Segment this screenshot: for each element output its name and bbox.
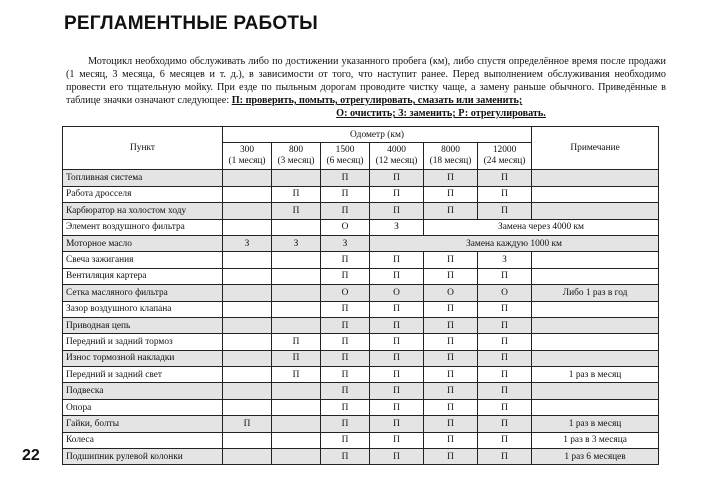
note-cell: [532, 268, 659, 284]
interval-cell: [272, 219, 321, 235]
interval-km: 12000: [492, 145, 517, 156]
interval-cell: П: [370, 367, 424, 383]
interval-cell: П: [321, 432, 370, 448]
interval-cell: [272, 383, 321, 399]
interval-cell: П: [424, 367, 478, 383]
interval-cell: П: [321, 334, 370, 350]
interval-cell: П: [424, 334, 478, 350]
interval-cell: З: [223, 235, 272, 251]
span-note-cell: Замена через 4000 км: [424, 219, 659, 235]
interval-period: (18 месяц): [429, 156, 472, 167]
interval-cell: [272, 399, 321, 415]
interval-cell: П: [370, 186, 424, 202]
interval-cell: [223, 317, 272, 333]
interval-cell: П: [478, 301, 532, 317]
item-name-cell: Подвеска: [63, 383, 223, 399]
interval-cell: П: [321, 367, 370, 383]
interval-cell: П: [272, 334, 321, 350]
interval-cell: [223, 367, 272, 383]
interval-cell: [223, 383, 272, 399]
interval-period: (12 месяц): [375, 156, 418, 167]
interval-cell: П: [424, 268, 478, 284]
note-cell: [532, 383, 659, 399]
interval-cell: [223, 449, 272, 465]
interval-period: (1 месяц): [228, 156, 266, 167]
interval-cell: [223, 334, 272, 350]
interval-cell: П: [424, 350, 478, 366]
item-name-cell: Передний и задний свет: [63, 367, 223, 383]
interval-cell: П: [272, 367, 321, 383]
table-row: [63, 449, 659, 465]
interval-header: [478, 143, 532, 170]
interval-cell: П: [478, 432, 532, 448]
item-name-cell: Подшипник рулевой колонки: [63, 449, 223, 465]
table-row: [63, 203, 659, 219]
item-name-cell: Свеча зажигания: [63, 252, 223, 268]
note-cell: [532, 252, 659, 268]
interval-cell: [272, 285, 321, 301]
interval-km: 300: [239, 145, 255, 156]
intro-paragraph: [66, 55, 666, 120]
interval-cell: [223, 285, 272, 301]
table-row: [63, 432, 659, 448]
note-cell: [532, 186, 659, 202]
interval-period: (24 месяц): [483, 156, 526, 167]
interval-cell: П: [424, 399, 478, 415]
interval-cell: [272, 170, 321, 186]
interval-cell: П: [272, 350, 321, 366]
interval-cell: П: [370, 334, 424, 350]
interval-cell: П: [321, 383, 370, 399]
interval-cell: П: [478, 383, 532, 399]
table-row: [63, 416, 659, 432]
interval-cell: П: [424, 383, 478, 399]
note-cell: 1 раз в месяц: [532, 367, 659, 383]
interval-cell: О: [321, 219, 370, 235]
note-cell: 1 раз в месяц: [532, 416, 659, 432]
maintenance-table: [62, 126, 659, 465]
interval-cell: П: [370, 268, 424, 284]
interval-cell: П: [478, 186, 532, 202]
item-name-cell: Износ тормозной накладки: [63, 350, 223, 366]
interval-km: 1500: [335, 145, 355, 156]
interval-cell: П: [478, 350, 532, 366]
interval-cell: П: [424, 317, 478, 333]
interval-cell: П: [321, 317, 370, 333]
interval-cell: [223, 399, 272, 415]
interval-cell: [223, 350, 272, 366]
interval-cell: О: [478, 285, 532, 301]
table-row: [63, 383, 659, 399]
note-cell: [532, 203, 659, 219]
item-name-cell: Топливная система: [63, 170, 223, 186]
interval-cell: [223, 301, 272, 317]
interval-cell: [223, 432, 272, 448]
interval-cell: [272, 432, 321, 448]
intro-text: Мотоцикл необходимо обслуживать либо по достижении указанного пробега (км), либо спустя определённое время после продажи (1 месяц, 3 месяца, 6 месяцев и т. д.), в зависимости от того, что наступит ранее. Перед выполнением обслуживания необходимо провести его тщательную мойку. При езде по пыльным дорогам проводите чистку чаще, а замену раньше обычного. Приведённые в таблице значки означают следующее:: [66, 56, 666, 106]
table-row: [63, 268, 659, 284]
interval-cell: [272, 252, 321, 268]
table-row: [63, 186, 659, 202]
interval-cell: П: [424, 252, 478, 268]
interval-period: (3 месяц): [277, 156, 315, 167]
interval-cell: [223, 170, 272, 186]
interval-cell: О: [321, 285, 370, 301]
item-name-cell: Зазор воздушного клапана: [63, 301, 223, 317]
interval-cell: [223, 268, 272, 284]
interval-cell: П: [370, 383, 424, 399]
interval-cell: П: [370, 252, 424, 268]
interval-cell: П: [370, 317, 424, 333]
item-name-cell: Работа дросселя: [63, 186, 223, 202]
item-name-cell: Карбюратор на холостом ходу: [63, 203, 223, 219]
item-name-cell: Сетка масляного фильтра: [63, 285, 223, 301]
interval-cell: З: [370, 219, 424, 235]
interval-cell: П: [478, 399, 532, 415]
interval-cell: П: [370, 449, 424, 465]
item-name-cell: Моторное масло: [63, 235, 223, 251]
interval-cell: П: [272, 186, 321, 202]
table-row: [63, 301, 659, 317]
interval-cell: П: [321, 416, 370, 432]
interval-cell: З: [272, 235, 321, 251]
item-column-header: Пункт: [63, 127, 223, 170]
interval-cell: П: [478, 170, 532, 186]
interval-cell: П: [478, 317, 532, 333]
item-name-cell: Опора: [63, 399, 223, 415]
interval-cell: О: [424, 285, 478, 301]
interval-cell: П: [370, 432, 424, 448]
interval-cell: П: [321, 170, 370, 186]
item-name-cell: Передний и задний тормоз: [63, 334, 223, 350]
interval-cell: [272, 416, 321, 432]
table-row: [63, 252, 659, 268]
interval-header: [370, 143, 424, 170]
table-row: [63, 219, 659, 235]
note-cell: [532, 399, 659, 415]
interval-cell: П: [478, 203, 532, 219]
item-name-cell: Колеса: [63, 432, 223, 448]
table-row: [63, 399, 659, 415]
interval-cell: П: [321, 350, 370, 366]
interval-header: [424, 143, 478, 170]
item-name-cell: Гайки, болты: [63, 416, 223, 432]
table-row: [63, 367, 659, 383]
interval-cell: П: [370, 301, 424, 317]
interval-header: [321, 143, 370, 170]
interval-header: [272, 143, 321, 170]
note-cell: [532, 317, 659, 333]
interval-cell: П: [478, 268, 532, 284]
interval-cell: П: [424, 416, 478, 432]
legend-line-2: О: очистить; З: заменить; Р: отрегулировать.: [336, 108, 546, 119]
interval-cell: П: [370, 170, 424, 186]
interval-cell: [272, 301, 321, 317]
page-number: 22: [22, 447, 40, 464]
interval-cell: З: [478, 252, 532, 268]
interval-cell: П: [424, 301, 478, 317]
interval-cell: П: [478, 416, 532, 432]
interval-cell: [223, 219, 272, 235]
interval-cell: П: [424, 170, 478, 186]
note-cell: [532, 170, 659, 186]
interval-cell: П: [321, 252, 370, 268]
table-row: [63, 317, 659, 333]
interval-cell: П: [370, 203, 424, 219]
interval-cell: [223, 203, 272, 219]
interval-km: 800: [288, 145, 304, 156]
table-row: [63, 285, 659, 301]
span-note-cell: Замена каждую 1000 км: [370, 235, 659, 251]
interval-cell: П: [478, 449, 532, 465]
note-cell: [532, 334, 659, 350]
interval-cell: П: [370, 399, 424, 415]
table-row: [63, 235, 659, 251]
interval-km: 8000: [441, 145, 460, 156]
interval-cell: П: [370, 350, 424, 366]
note-cell: 1 раз в 3 месяца: [532, 432, 659, 448]
interval-cell: [223, 186, 272, 202]
interval-cell: П: [370, 416, 424, 432]
interval-km: 4000: [387, 145, 406, 156]
interval-cell: П: [321, 449, 370, 465]
interval-cell: П: [424, 449, 478, 465]
interval-cell: О: [370, 285, 424, 301]
interval-cell: [272, 268, 321, 284]
item-name-cell: Элемент воздушного фильтра: [63, 219, 223, 235]
interval-cell: П: [424, 186, 478, 202]
note-cell: [532, 350, 659, 366]
interval-cell: [272, 449, 321, 465]
item-name-cell: Вентиляция картера: [63, 268, 223, 284]
interval-cell: П: [321, 301, 370, 317]
table-row: [63, 334, 659, 350]
interval-cell: П: [424, 203, 478, 219]
interval-cell: П: [223, 416, 272, 432]
interval-cell: П: [272, 203, 321, 219]
interval-cell: [223, 252, 272, 268]
note-cell: Либо 1 раз в год: [532, 285, 659, 301]
interval-cell: П: [478, 334, 532, 350]
interval-cell: З: [321, 235, 370, 251]
note-column-header: Примечание: [532, 127, 659, 170]
interval-cell: П: [321, 399, 370, 415]
interval-header: [223, 143, 272, 170]
odometer-header: Одометр (км): [223, 127, 532, 143]
interval-period: (6 месяц): [326, 156, 364, 167]
table-body: [63, 170, 659, 465]
note-cell: [532, 301, 659, 317]
legend-line-1: П: проверить, помыть, отрегулировать, смазать или заменить;: [231, 95, 523, 106]
interval-cell: П: [424, 432, 478, 448]
table-row: [63, 350, 659, 366]
item-name-cell: Приводная цепь: [63, 317, 223, 333]
table-header: [63, 127, 659, 170]
interval-cell: П: [321, 268, 370, 284]
interval-cell: П: [321, 186, 370, 202]
note-cell: 1 раз 6 месяцев: [532, 449, 659, 465]
interval-cell: П: [478, 367, 532, 383]
interval-cell: П: [321, 203, 370, 219]
page-title: РЕГЛАМЕНТНЫЕ РАБОТЫ: [64, 13, 318, 34]
table-row: [63, 170, 659, 186]
interval-cell: [272, 317, 321, 333]
